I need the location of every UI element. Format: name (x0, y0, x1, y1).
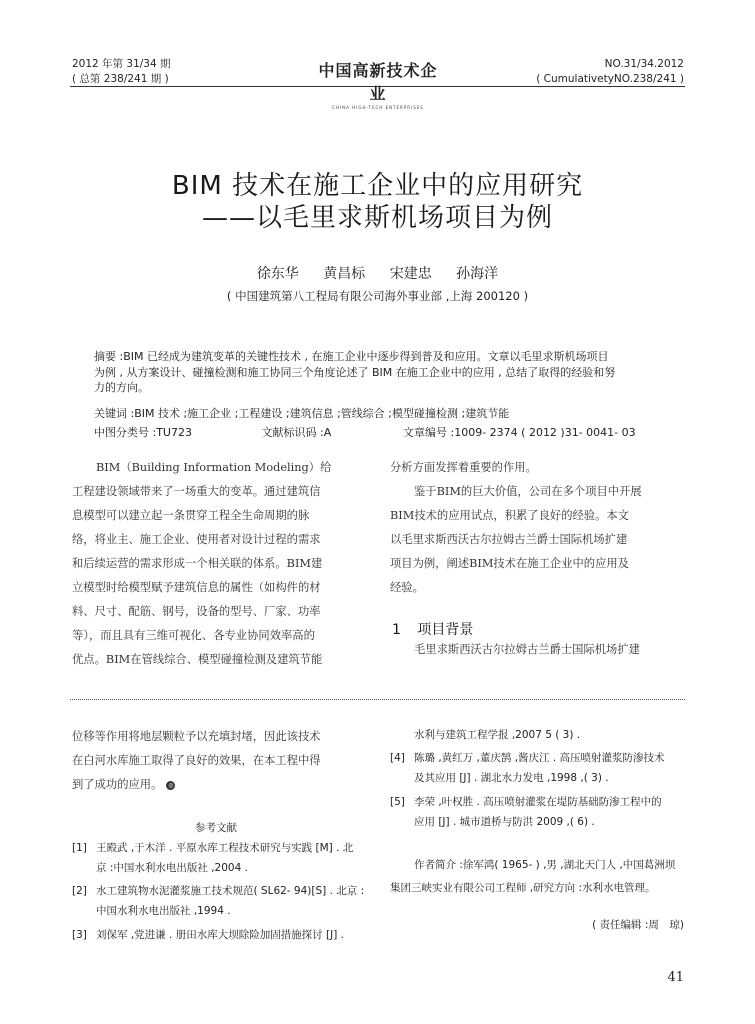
reference-text: 及其应用 [J] . 湖北水力发电 ,1998 ,( 3) . (414, 772, 609, 784)
body-line: 位移等作用将地层颗粒予以充填封堵，因此该技术 (72, 730, 321, 743)
references-heading: 参考文献 (195, 822, 237, 834)
reference-item-continued (390, 725, 690, 745)
author-bio-line: 集团三峡实业有限公司工程师 ,研究方向 :水利水电管理。 (390, 882, 656, 894)
journal-logo-subtitle: CHINA HIGH-TECH ENTERPRISES (332, 105, 424, 110)
article-number: 文章编号 :1009- 2374 ( 2012 )31- 0041- 03 (403, 426, 636, 439)
journal-logo-text: 中国高新技术企业 (318, 61, 438, 103)
reference-number: [2] (72, 885, 87, 897)
editor-credit: ( 责任编辑 :周 琼) (592, 919, 684, 931)
keywords: 关键词 :BIM 技术 ;施工企业 ;工程建设 ;建筑信息 ;管线综合 ;模型碰撞检测 ;建筑节能 (94, 407, 510, 420)
reference-item (72, 838, 372, 878)
reference-text: 刘保军 ,党进谦 . 册田水库大坝除险加固措施探讨 [J] . (96, 929, 344, 941)
body-line (72, 773, 364, 797)
body-line: 工程建设领域带来了一场重大的变革。通过建筑信 (72, 485, 321, 498)
body-line: 料、尺寸、配筋、钢号，设备的型号、厂家、功率 (72, 605, 321, 618)
author-bio (414, 855, 694, 875)
reference-text: 水工建筑物水泥灌浆施工技术规范( SL62- 94)[S] . 北京 : (96, 885, 365, 897)
body-line: 分析方面发挥着重要的作用。 (390, 461, 537, 474)
body-line: BIM（Building Information Modeling）给 (96, 461, 332, 474)
reference-number: [4] (390, 752, 405, 764)
body-line-text: 到了成功的应用。 (72, 778, 163, 791)
reference-item (72, 925, 372, 945)
abstract-line: 力的方向。 (94, 381, 149, 394)
body-line: BIM技术的应用试点，积累了良好的经验。本文 (390, 509, 629, 522)
reference-item (390, 748, 690, 788)
body-line: 鉴于BIM的巨大价值，公司在多个项目中开展 (414, 485, 642, 498)
body-line: 络，将业主、施工企业、使用者对设计过程的需求 (72, 533, 321, 546)
issue-total: ( 总第 238/241 期 ) (72, 73, 169, 85)
author-bio (390, 878, 690, 898)
abstract-line: 为例 , 从方案设计、碰撞检测和施工协同三个角度论述了 BIM 在施工企业中的应用 , 总结了取得的经验和努 (94, 365, 616, 379)
reference-text: 京 :中国水利水电出版社 ,2004 . (96, 862, 248, 874)
body-line: 立模型时给模型赋予建筑信息的属性（如构件的材 (72, 581, 321, 594)
document-code: 文献标识码 :A (261, 426, 332, 439)
reference-number: [5] (390, 796, 405, 808)
affiliation: ( 中国建筑第八工程局有限公司海外事业部 ,上海 200120 ) (226, 289, 529, 303)
clc-number: 中图分类号 :TU723 (94, 426, 192, 439)
body-line: 优点。BIM在管线综合、模型碰撞检测及建筑节能 (72, 653, 323, 666)
issue-number: 2012 年第 31/34 期 (72, 58, 171, 70)
body-line: 项目为例，阐述BIM技术在施工企业中的应用及 (390, 557, 629, 570)
author-name: 宋建忠 (389, 266, 432, 282)
page-separator (70, 699, 685, 700)
journal-issue-right (536, 57, 684, 87)
author-list (0, 263, 755, 283)
reference-text: 应用 [J] . 城市道桥与防洪 2009 ,( 6) . (414, 816, 595, 828)
author-name: 黄昌标 (323, 266, 366, 282)
reference-item (390, 792, 690, 832)
section-title: 项目背景 (417, 622, 474, 638)
body-right-column (390, 456, 685, 600)
end-mark-icon: ◎ (168, 781, 174, 789)
issue-total-en: ( CumulativetyNO.238/241 ) (536, 73, 684, 85)
reference-number: [1] (72, 842, 87, 854)
reference-text: 李荣 ,叶权胜 . 高压喷射灌浆在堤防基础防渗工程中的 (414, 796, 662, 808)
body-left-column (72, 456, 364, 672)
journal-issue-left (72, 57, 171, 87)
body-line: 以毛里求斯西沃古尔拉姆古兰爵士国际机场扩建 (390, 533, 628, 546)
author-name: 徐东华 (256, 266, 299, 282)
section-paragraph: 毛里求斯西沃古尔拉姆古兰爵士国际机场扩建 (414, 643, 640, 656)
article-subtitle: ——以毛里求斯机场项目为例 (201, 203, 553, 233)
lower-left-text (72, 725, 364, 797)
body-line: 息模型可以建立起一条贯穿工程全生命周期的脉 (72, 509, 310, 522)
body-line: 经验。 (390, 581, 424, 594)
issue-number-en: NO.31/34.2012 (604, 58, 684, 70)
reference-item (72, 881, 372, 921)
body-line: 在白河水库施工取得了良好的效果，在本工程中得 (72, 754, 321, 767)
author-bio-line: 作者简介 :徐军鸿( 1965- ) ,男 ,湖北天门人 ,中国葛洲坝 (414, 859, 676, 871)
classification-row (94, 424, 694, 440)
reference-text: 水利与建筑工程学报 ,2007 5 ( 3) . (414, 729, 581, 741)
reference-text: 王殿武 ,于木洋 . 平原水库工程技术研究与实践 [M] . 北 (96, 842, 354, 854)
body-line: 等），而且具有三维可视化、各专业协同效率高的 (72, 629, 315, 642)
reference-number: [3] (72, 929, 87, 941)
body-line: 和后续运营的需求形成一个相关联的体系。BIM建 (72, 557, 323, 570)
page-number: 41 (667, 970, 684, 985)
reference-text: 中国水利水电出版社 ,1994 . (96, 905, 231, 917)
header-rule (70, 86, 685, 87)
article-title: BIM 技术在施工企业中的应用研究 (171, 171, 584, 201)
abstract (94, 349, 672, 396)
section-heading (392, 619, 473, 639)
journal-logo (318, 58, 438, 110)
section-number: 1 (392, 622, 401, 638)
reference-text: 陈璐 ,黄红万 ,董庆鹄 ,酱庆江 . 高压喷射灌浆防渗技术 (414, 752, 665, 764)
abstract-line: 摘要 :BIM 已经成为建筑变革的关键性技术 , 在施工企业中逐步得到普及和应用。文章以毛里求斯机场项目 (94, 350, 609, 363)
author-name: 孙海洋 (456, 266, 499, 282)
